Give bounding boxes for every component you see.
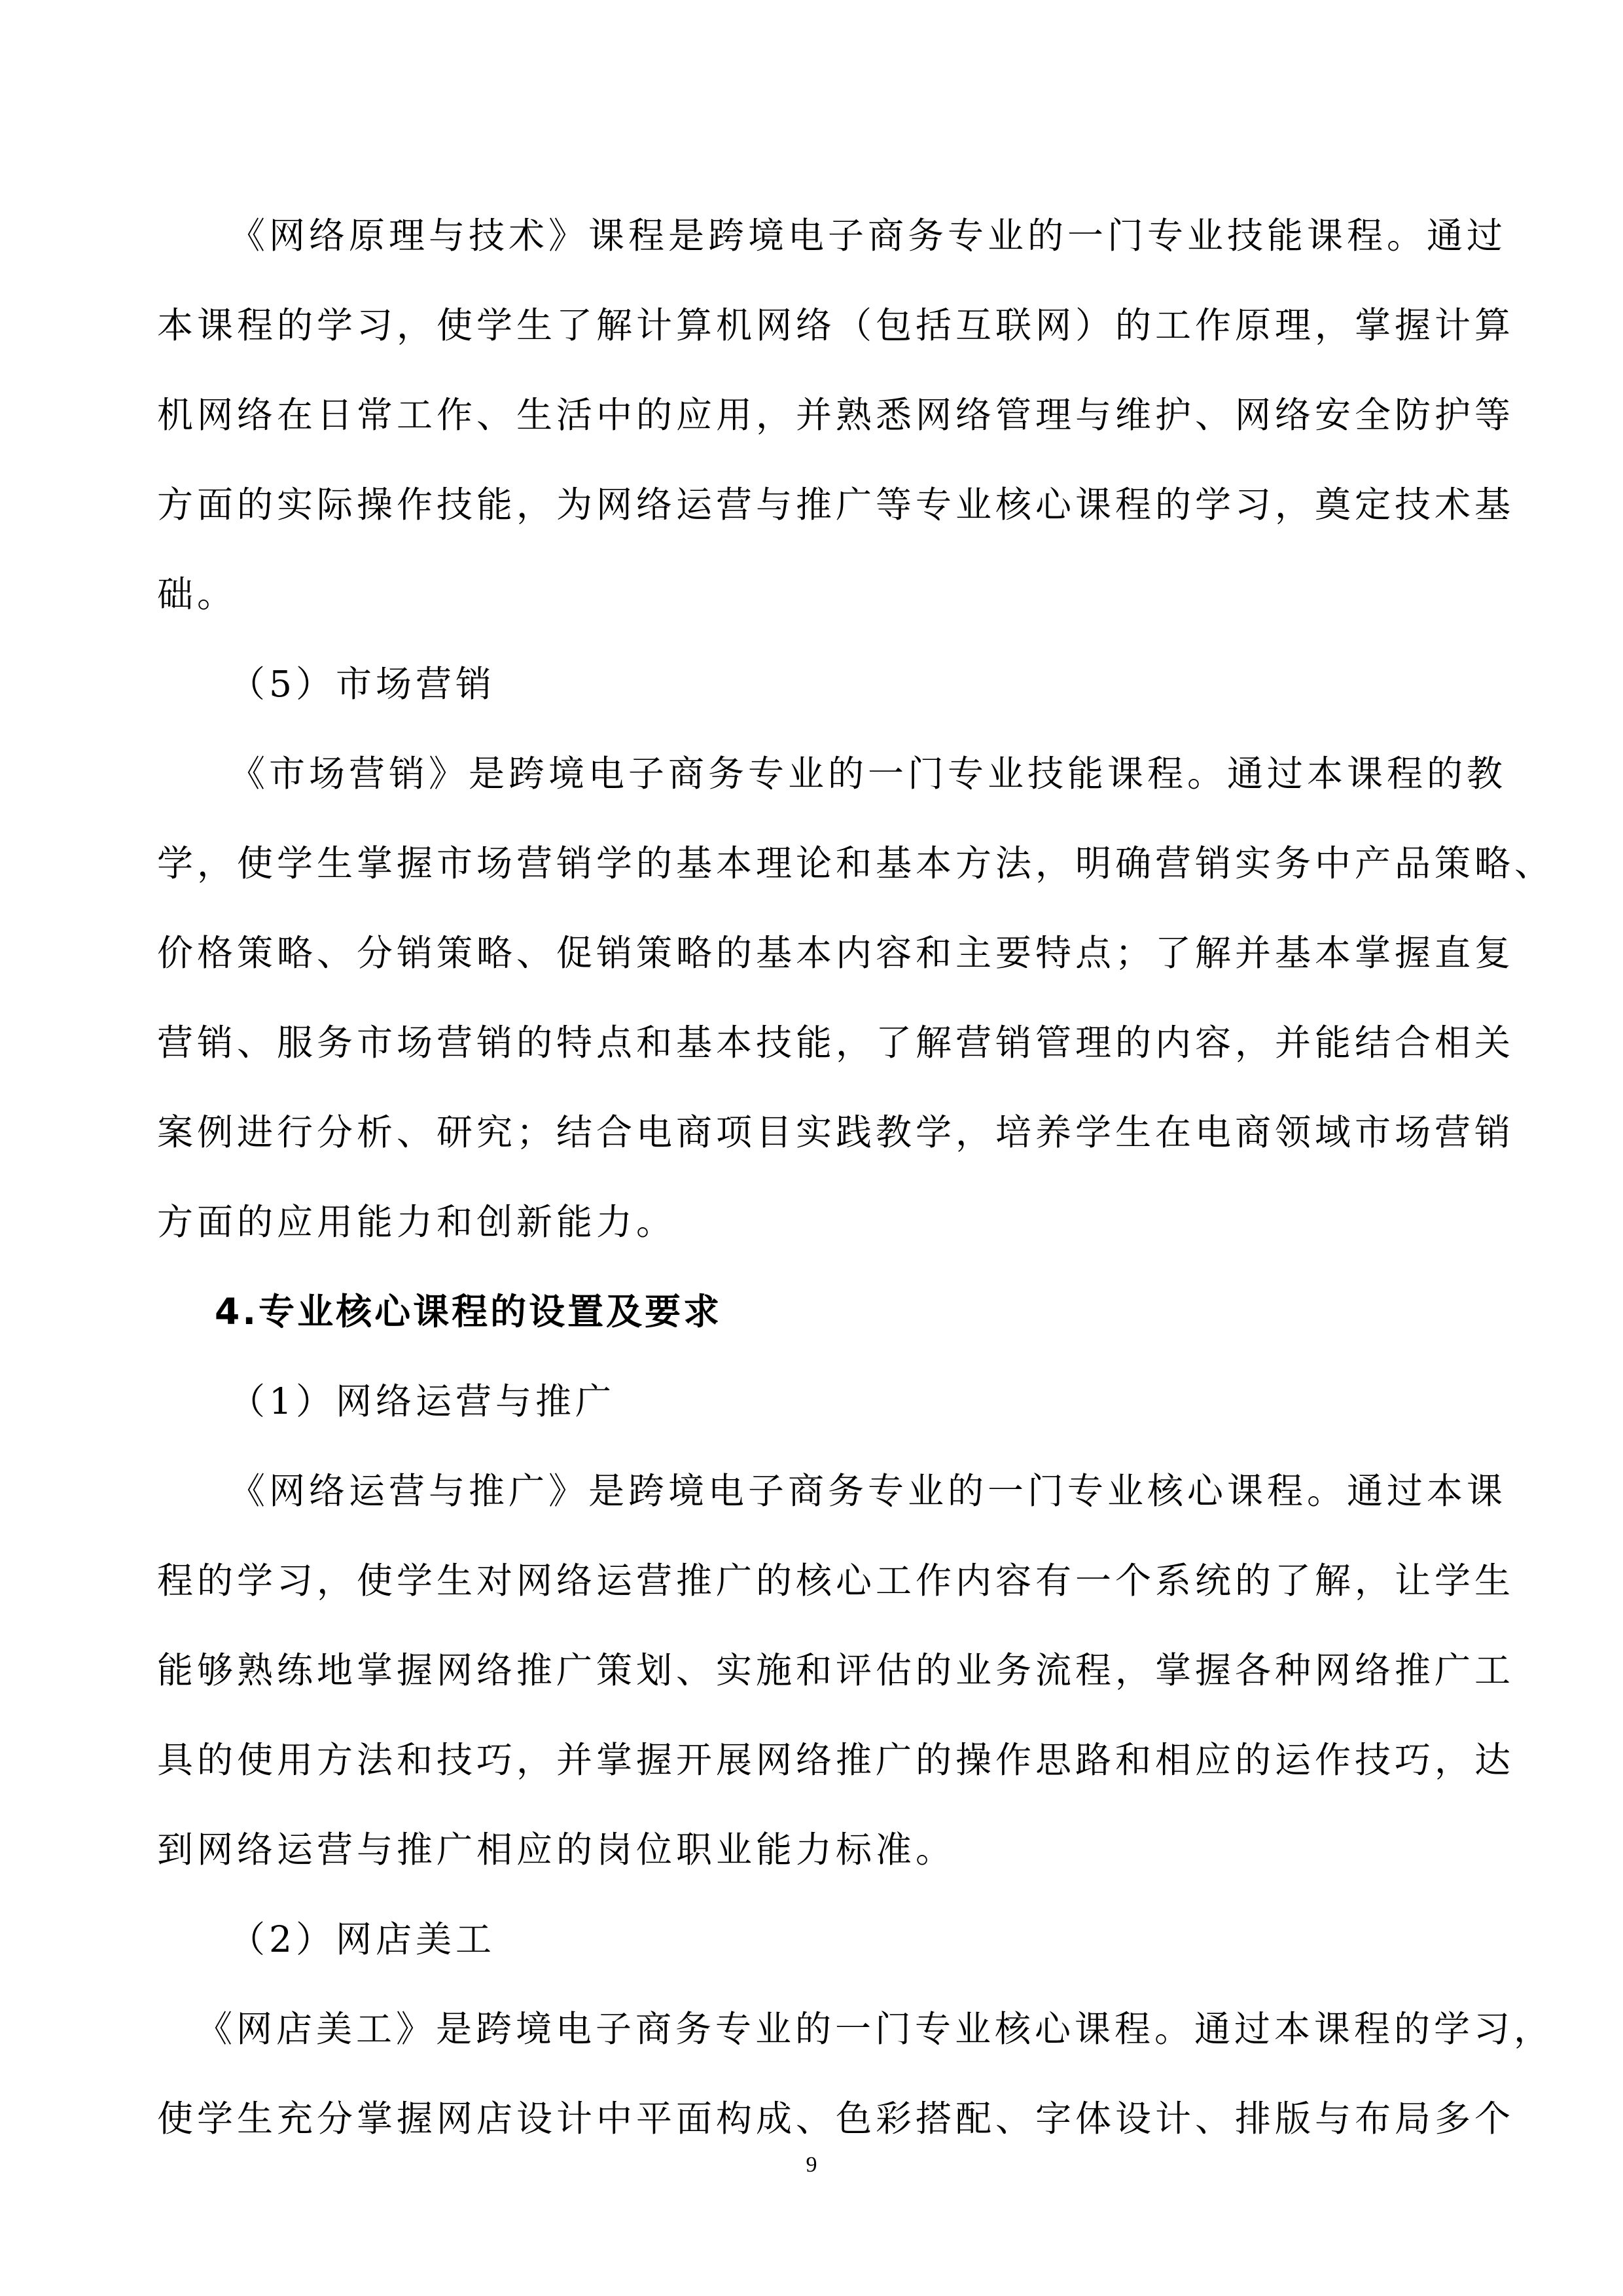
subheading-shop-design: （2）网店美工 xyxy=(229,1918,495,1960)
paragraph-operation-line-4: 具的使用方法和技巧，并掌握开展网络推广的操作思路和相应的运作技巧，达 xyxy=(157,1739,1515,1781)
paragraph-marketing-line-6: 方面的应用能力和创新能力。 xyxy=(157,1201,677,1243)
paragraph-network-line-1: 《网络原理与技术》课程是跨境电子商务专业的一门专业技能课程。通过 xyxy=(229,215,1507,257)
paragraph-network-line-5: 础。 xyxy=(157,573,238,615)
paragraph-marketing-line-4: 营销、服务市场营销的特点和基本技能，了解营销管理的内容，并能结合相关 xyxy=(157,1022,1515,1064)
paragraph-network-line-4: 方面的实际操作技能，为网络运营与推广等专业核心课程的学习，奠定技术基 xyxy=(157,484,1515,526)
paragraph-network-line-2: 本课程的学习，使学生了解计算机网络（包括互联网）的工作原理，掌握计算 xyxy=(157,304,1515,346)
paragraph-marketing-line-1: 《市场营销》是跨境电子商务专业的一门专业技能课程。通过本课程的教 xyxy=(229,753,1507,795)
paragraph-network-line-3: 机网络在日常工作、生活中的应用，并熟悉网络管理与维护、网络安全防护等 xyxy=(157,394,1515,436)
paragraph-marketing-line-2: 学，使学生掌握市场营销学的基本理论和基本方法，明确营销实务中产品策略、 xyxy=(157,842,1555,884)
paragraph-marketing-line-3: 价格策略、分销策略、促销策略的基本内容和主要特点；了解并基本掌握直复 xyxy=(157,932,1515,974)
subheading-network-operation: （1）网络运营与推广 xyxy=(229,1380,615,1422)
paragraph-marketing-line-5: 案例进行分析、研究；结合电商项目实践教学，培养学生在电商领域市场营销 xyxy=(157,1111,1515,1153)
paragraph-operation-line-5: 到网络运营与推广相应的岗位职业能力标准。 xyxy=(157,1829,956,1871)
paragraph-operation-line-2: 程的学习，使学生对网络运营推广的核心工作内容有一个系统的了解，让学生 xyxy=(157,1560,1515,1602)
page-number: 9 xyxy=(806,2153,817,2177)
paragraph-operation-line-1: 《网络运营与推广》是跨境电子商务专业的一门专业核心课程。通过本课 xyxy=(229,1470,1507,1512)
section-heading-core-courses: 4.专业核心课程的设置及要求 xyxy=(215,1291,722,1333)
paragraph-operation-line-3: 能够熟练地掌握网络推广策划、实施和评估的业务流程，掌握各种网络推广工 xyxy=(157,1649,1515,1691)
paragraph-shop-design-line-2: 使学生充分掌握网店设计中平面构成、色彩搭配、字体设计、排版与布局多个 xyxy=(157,2098,1515,2140)
paragraph-shop-design-line-1: 《网店美工》是跨境电子商务专业的一门专业核心课程。通过本课程的学习， xyxy=(196,2008,1554,2050)
subheading-marketing: （5）市场营销 xyxy=(229,663,495,705)
